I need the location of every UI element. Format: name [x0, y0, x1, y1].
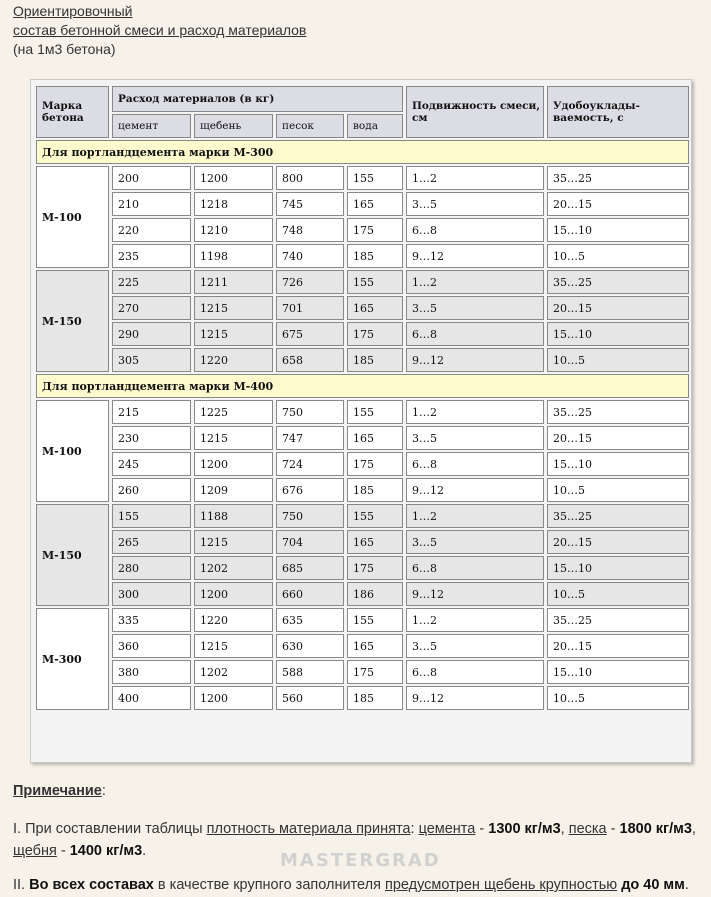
table-cell: 3…5 [406, 530, 544, 554]
table-cell: 165 [347, 192, 403, 216]
table-cell: 1…2 [406, 166, 544, 190]
table-cell: 225 [112, 270, 191, 294]
table-cell: 1200 [194, 686, 273, 710]
table-row [36, 634, 689, 658]
note-1-sep: : [410, 821, 419, 837]
table-cell: 15…10 [547, 452, 689, 476]
table-row [36, 530, 689, 554]
table-cell: 1202 [194, 660, 273, 684]
section-row [36, 140, 689, 164]
table-cell: 9…12 [406, 686, 544, 710]
table-cell: 35…25 [547, 166, 689, 190]
table-row [36, 270, 689, 294]
table-cell: 305 [112, 348, 191, 372]
table-cell: 685 [276, 556, 344, 580]
table-cell: 630 [276, 634, 344, 658]
brand-cell: М-100 [36, 166, 109, 268]
table-row [36, 218, 689, 242]
table-cell: 185 [347, 244, 403, 268]
table-cell: 1220 [194, 608, 273, 632]
table-cell: 335 [112, 608, 191, 632]
note-1-dash: - [606, 821, 620, 837]
table-cell: 20…15 [547, 634, 689, 658]
table-cell: 6…8 [406, 556, 544, 580]
table-cell: 235 [112, 244, 191, 268]
note-1-dash: - [56, 843, 70, 859]
table-cell: 10…5 [547, 348, 689, 372]
table-cell: 185 [347, 478, 403, 502]
notes-heading-line [13, 780, 708, 802]
table-cell: 210 [112, 192, 191, 216]
note-2-number: II. [13, 877, 30, 893]
table-cell: 1200 [194, 166, 273, 190]
table-cell: 15…10 [547, 660, 689, 684]
table-cell: 9…12 [406, 582, 544, 606]
table-cell: 155 [347, 608, 403, 632]
table-cell: 220 [112, 218, 191, 242]
table-cell: 175 [347, 556, 403, 580]
table-cell: 15…10 [547, 556, 689, 580]
table-cell: 175 [347, 218, 403, 242]
table-row [36, 192, 689, 216]
table-cell: 260 [112, 478, 191, 502]
watermark-logo [280, 850, 441, 871]
table-cell: 175 [347, 452, 403, 476]
table-cell: 270 [112, 296, 191, 320]
table-cell: 9…12 [406, 348, 544, 372]
table-cell: 15…10 [547, 322, 689, 346]
table-cell: 185 [347, 686, 403, 710]
note-2-period: . [684, 877, 689, 893]
table-cell: 1215 [194, 296, 273, 320]
note-2-gravel-size: предусмотрен щебень крупностью [384, 877, 618, 893]
table-cell: 155 [347, 400, 403, 424]
table-row [36, 400, 689, 424]
table-row [36, 686, 689, 710]
table-row [36, 452, 689, 476]
note-2-size-value: до 40 мм [621, 877, 685, 893]
section-label: Для портландцемента марки М-300 [36, 140, 689, 164]
table-cell: 3…5 [406, 426, 544, 450]
table-cell: 1215 [194, 322, 273, 346]
table-cell: 635 [276, 608, 344, 632]
title-line-3: (на 1м3 бетона) [13, 41, 116, 57]
table-row [36, 426, 689, 450]
table-cell: 10…5 [547, 686, 689, 710]
note-1-density: плотность материала принята [206, 821, 411, 837]
table-cell: 165 [347, 296, 403, 320]
section-label: Для портландцемента марки М-400 [36, 374, 689, 398]
table-cell: 724 [276, 452, 344, 476]
table-cell: 1220 [194, 348, 273, 372]
note-1-period: . [142, 843, 147, 859]
table-cell: 280 [112, 556, 191, 580]
table-cell: 35…25 [547, 608, 689, 632]
table-cell: 6…8 [406, 218, 544, 242]
table-cell: 15…10 [547, 218, 689, 242]
table-cell: 200 [112, 166, 191, 190]
table-row [36, 504, 689, 528]
table-cell: 245 [112, 452, 191, 476]
brand-cell: М-100 [36, 400, 109, 502]
table-cell: 747 [276, 426, 344, 450]
note-1-comma: , [691, 821, 696, 837]
table-cell: 3…5 [406, 192, 544, 216]
table-cell: 265 [112, 530, 191, 554]
table-cell: 185 [347, 348, 403, 372]
table-cell: 1…2 [406, 400, 544, 424]
table-cell: 1215 [194, 530, 273, 554]
table-cell: 750 [276, 400, 344, 424]
table-cell: 380 [112, 660, 191, 684]
section-row [36, 374, 689, 398]
table-cell: 35…25 [547, 270, 689, 294]
table-cell: 3…5 [406, 296, 544, 320]
table-cell: 35…25 [547, 400, 689, 424]
concrete-mix-table [33, 84, 692, 712]
table-cell: 165 [347, 530, 403, 554]
table-cell: 800 [276, 166, 344, 190]
table-cell: 300 [112, 582, 191, 606]
table-cell: 701 [276, 296, 344, 320]
table-row [36, 322, 689, 346]
table-cell: 6…8 [406, 660, 544, 684]
header-workability: Удобоуклады-ваемость, с [547, 86, 689, 138]
table-cell: 20…15 [547, 530, 689, 554]
notes-colon: : [101, 783, 106, 799]
note-1-text: I. При составлении таблицы [13, 821, 207, 837]
table-cell: 155 [347, 166, 403, 190]
header-cement: цемент [112, 114, 191, 138]
table-cell: 20…15 [547, 192, 689, 216]
table-row [36, 608, 689, 632]
note-2 [13, 874, 708, 896]
table-cell: 165 [347, 426, 403, 450]
header-sand: песок [276, 114, 344, 138]
table-cell: 1215 [194, 634, 273, 658]
table-cell: 20…15 [547, 426, 689, 450]
table-cell: 10…5 [547, 244, 689, 268]
table-cell: 588 [276, 660, 344, 684]
watermark-text: MASTERGRAD [280, 850, 441, 871]
table-cell: 165 [347, 634, 403, 658]
table-cell: 290 [112, 322, 191, 346]
table-cell: 750 [276, 504, 344, 528]
table-cell: 1211 [194, 270, 273, 294]
header-water: вода [347, 114, 403, 138]
table-cell: 10…5 [547, 478, 689, 502]
table-row [36, 348, 689, 372]
note-2-all: Во всех составах [29, 877, 154, 893]
table-cell: 740 [276, 244, 344, 268]
table-cell: 155 [347, 504, 403, 528]
table-cell: 6…8 [406, 452, 544, 476]
brand-cell: М-300 [36, 608, 109, 710]
table-cell: 1209 [194, 478, 273, 502]
table-cell: 745 [276, 192, 344, 216]
table-cell: 9…12 [406, 244, 544, 268]
table-cell: 155 [347, 270, 403, 294]
note-1-cement: цемента [418, 821, 476, 837]
brand-cell: М-150 [36, 504, 109, 606]
note-1-comma: , [560, 821, 569, 837]
table-cell: 1…2 [406, 608, 544, 632]
table-row [36, 244, 689, 268]
page-title [13, 2, 306, 59]
table-cell: 1…2 [406, 270, 544, 294]
table-cell: 1188 [194, 504, 273, 528]
header-mobility: Подвижность смеси, см [406, 86, 544, 138]
table-cell: 560 [276, 686, 344, 710]
table-row [36, 556, 689, 580]
table-row [36, 582, 689, 606]
table-cell: 1200 [194, 582, 273, 606]
table-cell: 20…15 [547, 296, 689, 320]
table-cell: 704 [276, 530, 344, 554]
note-1-cement-value: 1300 кг/м3 [488, 821, 561, 837]
brand-cell: М-150 [36, 270, 109, 372]
table-cell: 175 [347, 660, 403, 684]
table-cell: 676 [276, 478, 344, 502]
title-line-2: состав бетонной смеси и расход материалов [13, 22, 307, 38]
table-row [36, 478, 689, 502]
table-cell: 6…8 [406, 322, 544, 346]
table-cell: 400 [112, 686, 191, 710]
table-cell: 175 [347, 322, 403, 346]
header-gravel: щебень [194, 114, 273, 138]
table-cell: 726 [276, 270, 344, 294]
note-1-gravel: щебня [13, 843, 57, 859]
note-1-sand-value: 1800 кг/м3 [619, 821, 692, 837]
table-cell: 35…25 [547, 504, 689, 528]
note-1-dash: - [475, 821, 489, 837]
table-cell: 10…5 [547, 582, 689, 606]
table-cell: 675 [276, 322, 344, 346]
table-cell: 1215 [194, 426, 273, 450]
table-cell: 215 [112, 400, 191, 424]
table-row [36, 166, 689, 190]
note-1-gravel-value: 1400 кг/м3 [69, 843, 143, 859]
table-cell: 230 [112, 426, 191, 450]
table-cell: 660 [276, 582, 344, 606]
note-2-text: в качестве крупного заполнителя [153, 877, 385, 893]
header-brand: Марка бетона [36, 86, 109, 138]
table-cell: 1210 [194, 218, 273, 242]
table-cell: 1202 [194, 556, 273, 580]
notes-heading: Примечание [13, 783, 102, 799]
header-consumption: Расход материалов (в кг) [112, 86, 403, 112]
table-cell: 658 [276, 348, 344, 372]
table-row [36, 296, 689, 320]
table-cell: 1200 [194, 452, 273, 476]
table-cell: 1218 [194, 192, 273, 216]
table-cell: 1…2 [406, 504, 544, 528]
note-1-sand: песка [568, 821, 607, 837]
table-cell: 3…5 [406, 634, 544, 658]
table-row [36, 660, 689, 684]
table-cell: 1198 [194, 244, 273, 268]
table-cell: 155 [112, 504, 191, 528]
table-cell: 1225 [194, 400, 273, 424]
title-line-1: Ориентировочный [13, 3, 133, 19]
table-cell: 748 [276, 218, 344, 242]
table-cell: 9…12 [406, 478, 544, 502]
table-cell: 186 [347, 582, 403, 606]
table-cell: 360 [112, 634, 191, 658]
